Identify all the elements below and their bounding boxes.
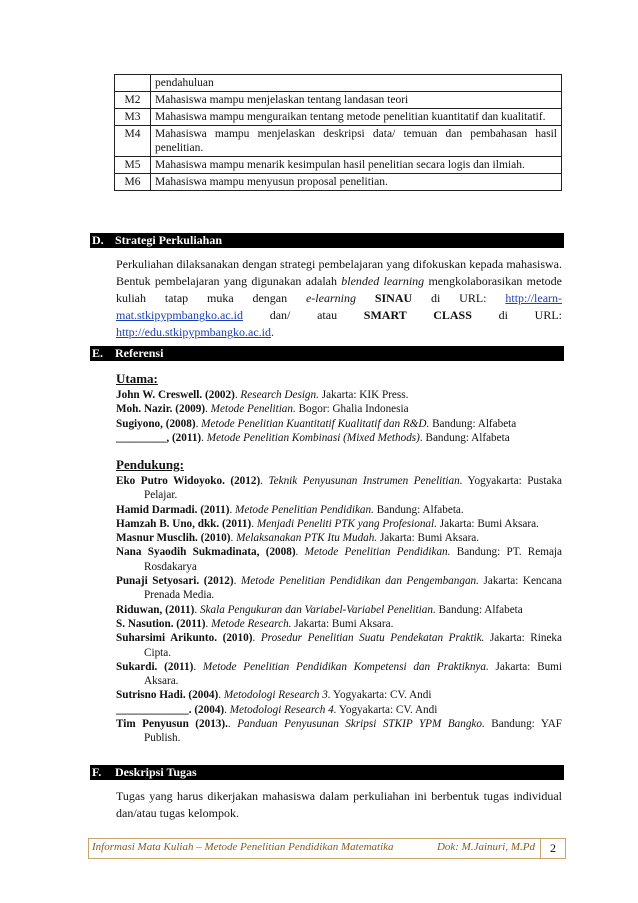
section-d-text-4: dan/ atau <box>242 308 364 322</box>
reference-item: Hamid Darmadi. (2011). Metode Penelitian Pendidikan. Bandung: Alfabeta. <box>116 503 464 516</box>
reference-item: Nana Syaodih Sukmadinata, (2008). Metode Penelitian Pendidikan. Bandung: PT. Remaja Rosdakarya <box>116 546 562 573</box>
reference-publisher: Bogor: Ghalia Indonesia <box>295 403 409 416</box>
outcome-description: pendahuluan <box>151 75 562 92</box>
section-d-sinau: SINAU <box>355 291 413 305</box>
table-row <box>115 157 562 174</box>
reference-title: Prosedur Penelitian Suatu Pendekatan Praktik. <box>260 632 485 645</box>
table-row <box>115 126 562 157</box>
section-e-title: Referensi <box>115 346 164 360</box>
reference-title: Metode Research. <box>211 617 292 630</box>
reference-item: Riduwan, (2011). Skala Pengukuran dan Variabel-Variabel Penelitian. Bandung: Alfabeta <box>116 603 523 616</box>
edu-url-link[interactable]: http://edu.stkipypmbangko.ac.id <box>116 325 271 339</box>
reference-title: Teknik Penyusunan Instrumen Penelitian. <box>268 475 463 487</box>
reference-title: Metodologi Research 4. <box>229 703 337 716</box>
reference-author: Eko Putro Widoyoko. (2012) <box>116 475 261 487</box>
reference-item: Masnur Musclih. (2010). Melaksanakan PTK Itu Mudah. Jakarta: Bumi Aksara. <box>116 532 480 545</box>
section-d-header <box>90 233 564 248</box>
reference-title: Metode Penelitian Pendidikan dan Pengembangan. <box>240 575 479 588</box>
learn-url-link[interactable]: http://learn-mat.stkipypmbangko.ac.id <box>116 291 563 322</box>
reference-author: Sugiyono, (2008) <box>116 417 196 430</box>
reference-item: Sugiyono, (2008). Metode Penelitian Kuantitatif Kualitatif dan R&D. Bandung: Alfabeta <box>116 417 517 430</box>
outcome-description: Mahasiswa mampu menjelaskan tentang landasan teori <box>151 92 562 109</box>
section-f-title: Deskripsi Tugas <box>115 765 197 779</box>
section-f-header <box>90 765 564 780</box>
reference-publisher: Jakarta: Bumi Aksara. <box>436 517 539 530</box>
reference-author: John W. Creswell. (2002) <box>116 389 235 401</box>
section-e-letter: E. <box>92 346 104 360</box>
reference-author: _____________. (2004) <box>116 703 225 716</box>
reference-author: _________, (2011) <box>116 431 202 444</box>
section-d-text-1: Perkuliahan dilaksanakan dengan strategi pembelajaran yang difokuskan kepada mahasiswa. Bentuk pembelajaran yang digunakan adalah <box>116 257 562 288</box>
page-footer <box>88 838 566 859</box>
outcome-code: M5 <box>115 157 151 174</box>
reference-item: _________, (2011). Metode Penelitian Kombinasi (Mixed Methods). Bandung: Alfabeta <box>116 431 510 444</box>
references-primary <box>116 371 562 445</box>
reference-author: Masnur Musclih. (2010) <box>116 532 231 545</box>
reference-title: Metode Penelitian Pendidikan. <box>304 546 451 559</box>
outcome-code <box>115 75 151 92</box>
outcome-description: Mahasiswa mampu menarik kesimpulan hasil penelitian secara logis dan ilmiah. <box>151 157 562 174</box>
reference-title: Metode Penelitian Pendidikan Kompetensi dan Praktiknya. <box>202 660 489 673</box>
reference-title: Metode Penelitian Kombinasi (Mixed Methods) <box>206 431 420 444</box>
reference-author: Sukardi. (2011) <box>116 660 194 673</box>
learning-outcomes-table <box>114 74 562 191</box>
reference-item: _____________. (2004). Metodologi Research 4. Yogyakarta: CV. Andi <box>116 703 438 716</box>
outcome-description: Mahasiswa mampu menjelaskan deskripsi data/ temuan dan pembahasan hasil penelitian. <box>151 126 562 157</box>
reference-author: Riduwan, (2011) <box>116 603 195 616</box>
reference-publisher: . Bandung: Alfabeta <box>419 431 510 444</box>
section-f-letter: F. <box>92 765 102 779</box>
reference-item: Suharsimi Arikunto. (2010). Prosedur Penelitian Suatu Pendekatan Praktik. Jakarta: Rineka Cipta. <box>116 632 562 659</box>
section-d-title: Strategi Perkuliahan <box>115 233 222 247</box>
reference-item: Sukardi. (2011). Metode Penelitian Pendidikan Kompetensi dan Praktiknya. Jakarta: Bumi Aksara. <box>116 660 562 688</box>
reference-title: Metodologi Research 3. <box>223 689 331 702</box>
reference-publisher: Yogyakarta: Pustaka Pelajar. <box>144 475 563 502</box>
reference-title: Skala Pengukuran dan Variabel-Variabel Penelitian. <box>199 603 436 616</box>
outcome-code: M2 <box>115 92 151 109</box>
reference-author: Suharsimi Arikunto. (2010) <box>116 632 253 645</box>
reference-author: S. Nasution. (2011) <box>116 617 206 630</box>
reference-author: Sutrisno Hadi. (2004) <box>116 689 219 702</box>
reference-title: Metode Penelitian Pendidikan. <box>235 503 374 516</box>
reference-item: Eko Putro Widoyoko. (2012). Teknik Penyusunan Instrumen Penelitian. Yogyakarta: Pustaka Pelajar. <box>116 475 563 502</box>
page-number: 2 <box>540 839 565 858</box>
table-row <box>115 92 562 109</box>
reference-publisher: Jakarta: Kencana Prenada Media. <box>144 575 563 602</box>
reference-publisher: Jakarta: Bumi Aksara. <box>144 660 562 688</box>
table-row <box>115 109 562 126</box>
reference-publisher: Bandung: Alfabeta <box>435 603 523 616</box>
section-f-paragraph: Tugas yang harus dikerjakan mahasiswa dalam perkuliahan ini berbentuk tugas individual dan/atau tugas kelompok. <box>116 789 562 820</box>
outcome-description: Mahasiswa mampu menguraikan tentang metode penelitian kuantitatif dan kualitatif. <box>151 109 562 126</box>
section-d-smart-class: SMART CLASS <box>363 308 472 322</box>
reference-title: Research Design. <box>240 389 319 401</box>
reference-publisher: Jakarta: Rineka Cipta. <box>144 632 562 659</box>
reference-author: Moh. Nazir. (2009) <box>116 403 206 416</box>
reference-item: S. Nasution. (2011). Metode Research. Jakarta: Bumi Aksara. <box>116 617 394 630</box>
reference-author: Punaji Setyosari. (2012) <box>116 575 234 588</box>
reference-publisher: Bandung: YAF Publish. <box>144 718 562 745</box>
outcome-code: M4 <box>115 126 151 157</box>
references-supporting <box>116 457 562 746</box>
reference-publisher: Yogyakarta: CV. Andi <box>336 703 438 716</box>
outcome-code: M6 <box>115 174 151 191</box>
reference-author: Nana Syaodih Sukmadinata, (2008) <box>116 546 296 559</box>
pendukung-heading: Pendukung: <box>116 457 184 472</box>
reference-item: Punaji Setyosari. (2012). Metode Penelitian Pendidikan dan Pengembangan. Jakarta: Kencana Prenada Media. <box>116 575 563 602</box>
section-d-paragraph <box>116 256 562 341</box>
table-row <box>115 174 562 191</box>
reference-publisher: Jakarta: KIK Press. <box>318 389 409 401</box>
reference-author: Tim Penyusun (2013). <box>116 718 228 731</box>
section-d-text-3: di URL: <box>412 291 506 305</box>
reference-publisher: Bandung: Alfabeta <box>429 417 517 430</box>
section-d-text-2: mengkolaborasikan metode kuliah tatap muka dengan <box>116 274 562 305</box>
section-d-blended: blended learning <box>341 274 425 288</box>
reference-publisher: Jakarta: Bumi Aksara. <box>291 617 394 630</box>
utama-heading: Utama: <box>116 371 158 386</box>
section-d-text-6: . <box>270 325 274 339</box>
reference-item: Hamzah B. Uno, dkk. (2011). Menjadi Peneliti PTK yang Profesional. Jakarta: Bumi Aksara. <box>116 517 539 530</box>
reference-title: Panduan Penyusunan Skripsi STKIP YPM Bangko. <box>237 718 485 731</box>
reference-title: Melaksanakan PTK Itu Mudah. <box>236 532 378 545</box>
reference-item: Moh. Nazir. (2009). Metode Penelitian. Bogor: Ghalia Indonesia <box>116 403 409 416</box>
reference-publisher: Bandung: PT. Remaja Rosdakarya <box>144 546 562 573</box>
footer-author: Dok: M.Jainuri, M.Pd <box>436 841 535 853</box>
reference-publisher: Yogyakarta: CV. Andi <box>330 689 432 702</box>
footer-course-info: Informasi Mata Kuliah – Metode Penelitian Pendidikan Matematika <box>92 841 394 853</box>
reference-publisher: Bandung: Alfabeta. <box>373 503 464 516</box>
reference-item: Sutrisno Hadi. (2004). Metodologi Research 3. Yogyakarta: CV. Andi <box>116 689 432 702</box>
reference-title: Metode Penelitian Kuantitatif Kualitatif dan R&D. <box>201 417 430 430</box>
outcome-code: M3 <box>115 109 151 126</box>
reference-publisher: Jakarta: Bumi Aksara. <box>377 532 480 545</box>
reference-title: Menjadi Peneliti PTK yang Profesional. <box>256 517 437 530</box>
reference-item: Tim Penyusun (2013).. Panduan Penyusunan Skripsi STKIP YPM Bangko. Bandung: YAF Publish. <box>116 718 562 745</box>
outcome-description: Mahasiswa mampu menyusun proposal penelitian. <box>151 174 562 191</box>
reference-author: Hamid Darmadi. (2011) <box>116 503 230 516</box>
section-d-text-5: di URL: <box>471 308 562 322</box>
reference-item: John W. Creswell. (2002). Research Design. Jakarta: KIK Press. <box>116 389 409 401</box>
section-e-header <box>90 346 564 361</box>
table-row <box>115 75 562 92</box>
section-d-elearning: e-learning <box>305 291 356 305</box>
reference-author: Hamzah B. Uno, dkk. (2011) <box>116 517 252 530</box>
reference-title: Metode Penelitian. <box>210 403 296 416</box>
section-d-letter: D. <box>92 233 104 247</box>
